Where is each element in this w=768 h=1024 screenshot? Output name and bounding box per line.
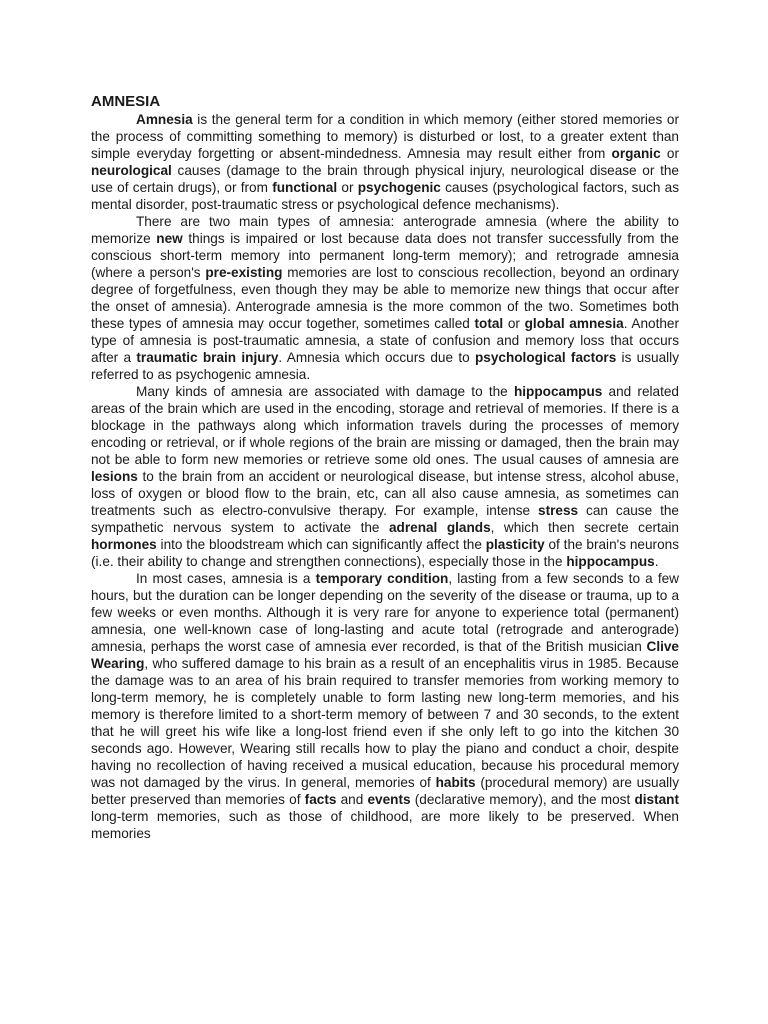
bold-term: functional [272,180,338,195]
paragraph-2 [91,213,679,383]
text-run: or [337,180,358,195]
bold-term: pre-existing [205,265,283,280]
bold-term: temporary condition [315,571,449,586]
bold-term: organic [611,146,661,161]
bold-term: Amnesia [136,112,193,127]
paragraph-3 [91,383,679,570]
bold-term: psychological factors [474,350,617,365]
bold-term: Clive Wearing [91,639,679,671]
bold-term: habits [435,775,476,790]
bold-term: new [156,231,183,246]
text-run: of the brain's neurons (i.e. their ability to change and strengthen connections), especially those in the [91,537,679,569]
bold-term: facts [304,792,337,807]
text-run: (procedural memory) are usually better preserved than memories of [91,775,679,807]
text-run: is the general term for a condition in which memory (either stored memories or the process of committing something to memory) is disturbed or lost, to a greater extent than simple everyday forgetting or absent-mindedness. Amnesia may result either from [91,112,679,161]
bold-term: psychogenic [357,180,441,195]
bold-term: stress [538,503,579,518]
text-run: and related areas of the brain which are used in the encoding, storage and retrieval of memories. If there is a blockage in the pathways along which information travels during the processes of memory encoding or retrieval, or if whole regions of the brain are missing or damaged, then the brain may not be able to form new memories or retrieve some old ones. The usual causes of amnesia are [91,384,679,467]
text-run: is usually referred to as psychogenic amnesia. [91,350,679,382]
paragraph-4 [91,570,679,842]
text-run: memories are lost to conscious recollection, beyond an ordinary degree of forgetfulness, even though they may be able to memorize new things that occur after the onset of amnesia). Anterograde amnesia is the more common of the two. Sometimes both these types of amnesia may occur together, sometimes called [91,265,679,331]
bold-term: neurological [91,163,172,178]
document-page [91,92,679,842]
bold-term: traumatic brain injury [136,350,279,365]
text-run: can cause the sympathetic nervous system to activate the [91,503,679,535]
document-title: AMNESIA [91,93,161,110]
bold-term: total [474,316,504,331]
text-run: or [503,316,525,331]
text-run: . Amnesia which occurs due to [278,350,475,365]
text-run: , which then secrete certain [490,520,679,535]
bold-term: hormones [91,537,157,552]
text-run: In most cases, amnesia is a [136,571,316,586]
bold-term: adrenal glands [388,520,491,535]
text-run: causes (psychological factors, such as mental disorder, post-traumatic stress or psychological defence mechanisms). [91,180,679,212]
document-body [91,111,679,842]
text-run: Many kinds of amnesia are associated with damage to the [136,384,514,399]
paragraph-1 [91,111,679,213]
text-run: . Another type of amnesia is post-traumatic amnesia, a state of confusion and memory loss that occurs after a [91,316,680,365]
text-run: , lasting from a few seconds to a few hours, but the duration can be longer depending on the severity of the disease or trauma, up to a few weeks or even months. Although it is very rare for anyone to experience total (permanent) amnesia, one well-known case of long-lasting and acute total (retrograde and anterograde) amnesia, perhaps the worst case of amnesia ever recorded, is that of the British musician [91,571,679,654]
bold-term: lesions [91,469,138,484]
bold-term: hippocampus [566,554,655,569]
text-run: to the brain from an accident or neurological disease, but intense stress, alcohol abuse, loss of oxygen or blood flow to the brain, etc, can all also cause amnesia, as sometimes can treatments such as electro-convulsive therapy. For example, intense [91,469,679,518]
bold-term: hippocampus [513,384,603,399]
text-run: long-term memories, such as those of childhood, are more likely to be preserved. When memories [91,809,679,841]
text-run: causes (damage to the brain through physical injury, neurological disease or the use of certain drugs), or from [91,163,679,195]
text-run: . [654,554,659,569]
text-run: things is impaired or lost because data does not transfer successfully from the conscious short-term memory into permanent long-term memory); and retrograde amnesia (where a person's [91,231,679,280]
text-run: and [336,792,368,807]
bold-term: distant [634,792,680,807]
text-run: into the bloodstream which can significantly affect the [156,537,486,552]
text-run: , who suffered damage to his brain as a result of an encephalitis virus in 1985. Because the damage was to an area of his brain required to transfer memories from working memory to long-term memory, he is completely unable to form lasting new long-term memories, and his memory is therefore limited to a short-term memory of between 7 and 30 seconds, to the extent that he will greet his wife like a long-lost friend even if she only left to go into the kitchen 30 seconds ago. However, Wearing still recalls how to play the piano and conduct a choir, despite having no recollection of having received a musical education, because his procedural memory was not damaged by the virus. In general, memories of [91,656,679,790]
bold-term: plasticity [485,537,545,552]
bold-term: events [367,792,411,807]
bold-term: global amnesia [524,316,624,331]
text-run: There are two main types of amnesia: anterograde amnesia (where the ability to memorize [91,214,679,246]
text-run: or [660,146,679,161]
text-run: (declarative memory), and the most [410,792,635,807]
